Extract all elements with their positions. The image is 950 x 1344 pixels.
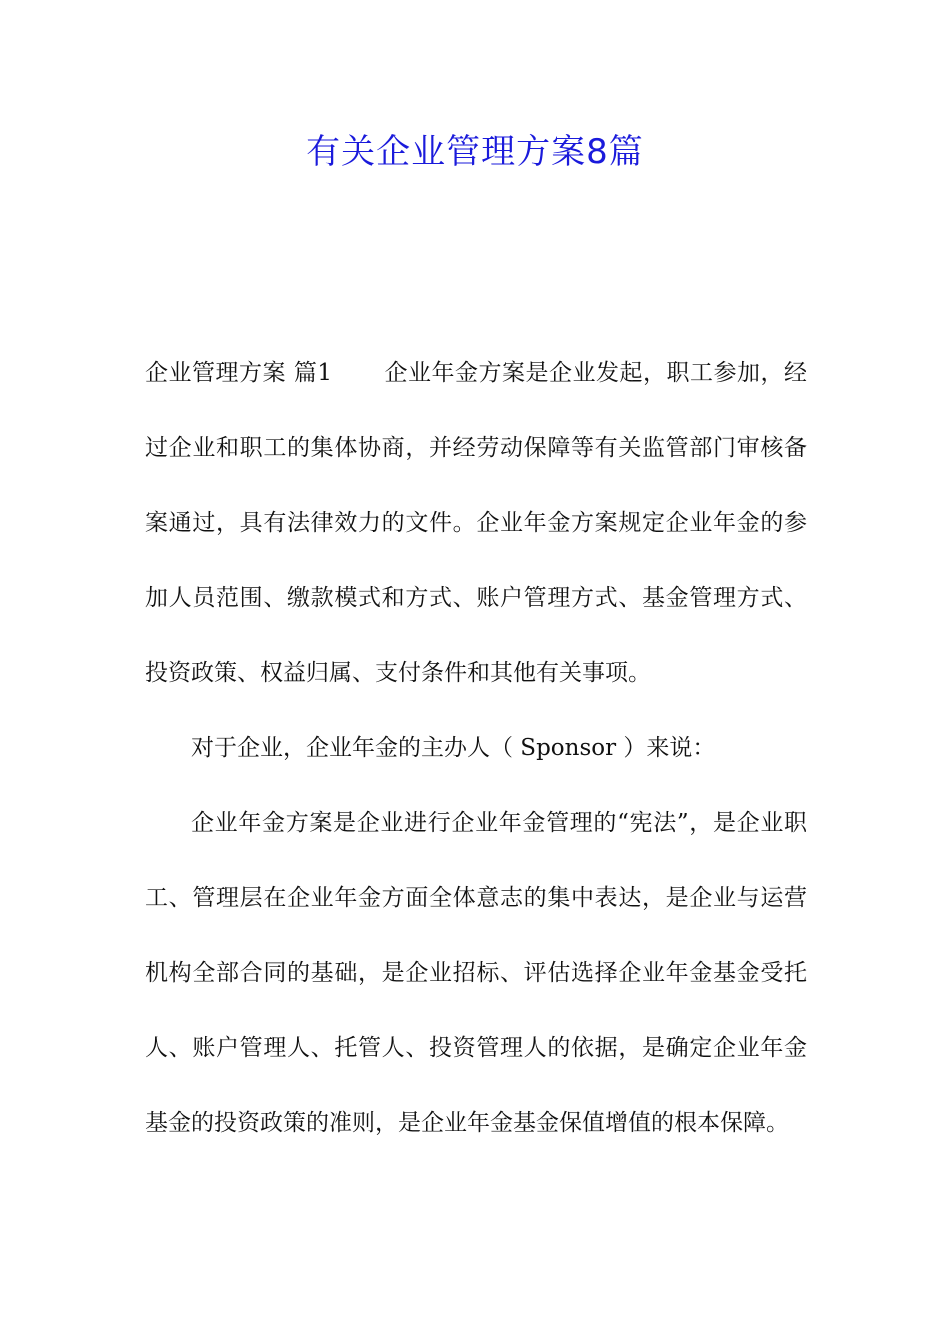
paragraph-1 [145,336,807,711]
paragraph-3: 企业年金方案是企业进行企业年金管理的“宪法”，是企业职工、管理层在企业年金方面全体意志的集中表达，是企业与运营机构全部合同的基础，是企业招标、评估选择企业年金基金受托人、账户管理人、托管人、投资管理人的依据，是确定企业年金基金的投资政策的准则，是企业年金基金保值增值的根本保障。 [145,810,807,1136]
paragraph-2: 对于企业，企业年金的主办人（ Sponsor ）来说： [191,735,716,761]
document-title: 有关企业管理方案8篇 [306,132,644,172]
section-heading: 企业管理方案 篇1 [145,360,332,386]
document-body [145,336,807,1161]
paragraph-1-text: 企业年金方案是企业发起，职工参加，经过企业和职工的集体协商，并经劳动保障等有关监管部门审核备案通过，具有法律效力的文件。企业年金方案规定企业年金的参加人员范围、缴款模式和方式、账户管理方式、基金管理方式、投资政策、权益归属、支付条件和其他有关事项。 [145,360,808,686]
